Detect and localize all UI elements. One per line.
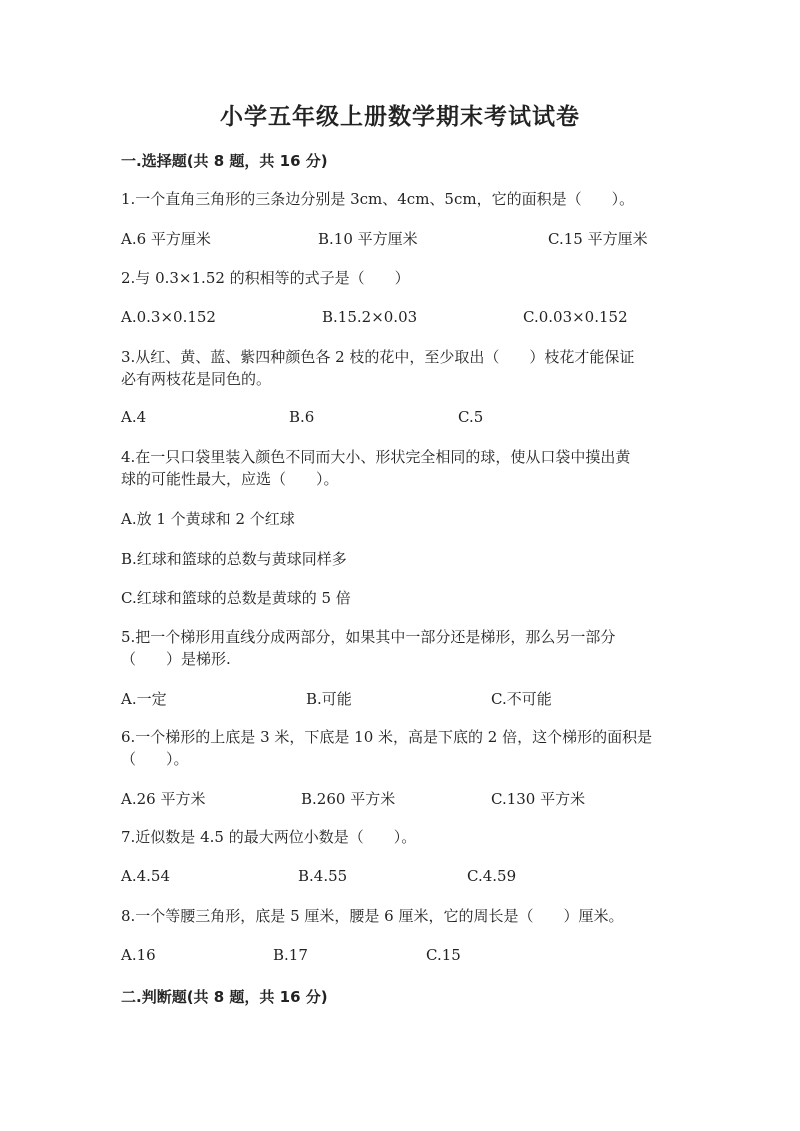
option-c: C.130 平方米 (491, 790, 586, 808)
question-text: 必有两枝花是同色的。 (121, 370, 272, 388)
option-b: B.可能 (306, 690, 352, 708)
option-c: C.5 (458, 408, 484, 426)
option-b: B.4.55 (298, 867, 348, 885)
option-b: B.260 平方米 (301, 790, 396, 808)
question-text: 1.一个直角三角形的三条边分别是 3cm、4cm、5cm，它的面积是（ ）。 (121, 190, 635, 208)
question-2 (121, 267, 661, 289)
question-3 (121, 346, 661, 390)
option-a: A.放 1 个黄球和 2 个红球 (121, 510, 295, 528)
question-4 (121, 446, 661, 490)
option-b: B.10 平方厘米 (318, 230, 418, 248)
question-text: （ ）是梯形. (121, 650, 231, 668)
option-a: A.一定 (121, 690, 167, 708)
question-text: 球的可能性最大，应选（ ）。 (121, 470, 339, 488)
option-c: C.15 平方厘米 (548, 230, 648, 248)
option-a: A.26 平方米 (121, 790, 206, 808)
question-text: 3.从红、黄、蓝、紫四种颜色各 2 枝的花中，至少取出（ ）枝花才能保证 (121, 348, 635, 366)
question-1 (121, 188, 661, 210)
option-a: A.4 (121, 408, 147, 426)
question-6 (121, 726, 661, 770)
page-title: 小学五年级上册数学期末考试试卷 (220, 104, 580, 130)
option-a: A.4.54 (121, 867, 170, 885)
option-b: B.15.2×0.03 (322, 308, 418, 326)
question-text: 8.一个等腰三角形，底是 5 厘米，腰是 6 厘米，它的周长是（ ）厘米。 (121, 907, 624, 925)
option-a: A.6 平方厘米 (121, 230, 211, 248)
question-8 (121, 905, 661, 927)
option-b: B.红球和篮球的总数与黄球同样多 (121, 550, 347, 568)
question-text: 6.一个梯形的上底是 3 米，下底是 10 米，高是下底的 2 倍，这个梯形的面积是 (121, 728, 653, 746)
option-c: C.15 (426, 946, 461, 964)
section-heading-judgment: 二.判断题(共 8 题，共 16 分) (121, 988, 328, 1006)
question-text: 5.把一个梯形用直线分成两部分，如果其中一部分还是梯形，那么另一部分 (121, 628, 616, 646)
option-c: C.0.03×0.152 (523, 308, 628, 326)
question-text: 7.近似数是 4.5 的最大两位小数是（ ）。 (121, 828, 417, 846)
option-a: A.16 (121, 946, 156, 964)
option-c: C.4.59 (467, 867, 517, 885)
question-text: （ ）。 (121, 750, 189, 768)
option-a: A.0.3×0.152 (121, 308, 216, 326)
question-7 (121, 826, 661, 848)
section-heading-choice: 一.选择题(共 8 题，共 16 分) (121, 152, 328, 170)
option-b: B.6 (289, 408, 315, 426)
option-c: C.不可能 (491, 690, 552, 708)
question-text: 4.在一只口袋里装入颜色不同而大小、形状完全相同的球，使从口袋中摸出黄 (121, 448, 631, 466)
option-c: C.红球和篮球的总数是黄球的 5 倍 (121, 589, 351, 607)
question-text: 2.与 0.3×1.52 的积相等的式子是（ ） (121, 269, 410, 287)
option-b: B.17 (273, 946, 308, 964)
question-5 (121, 626, 661, 670)
